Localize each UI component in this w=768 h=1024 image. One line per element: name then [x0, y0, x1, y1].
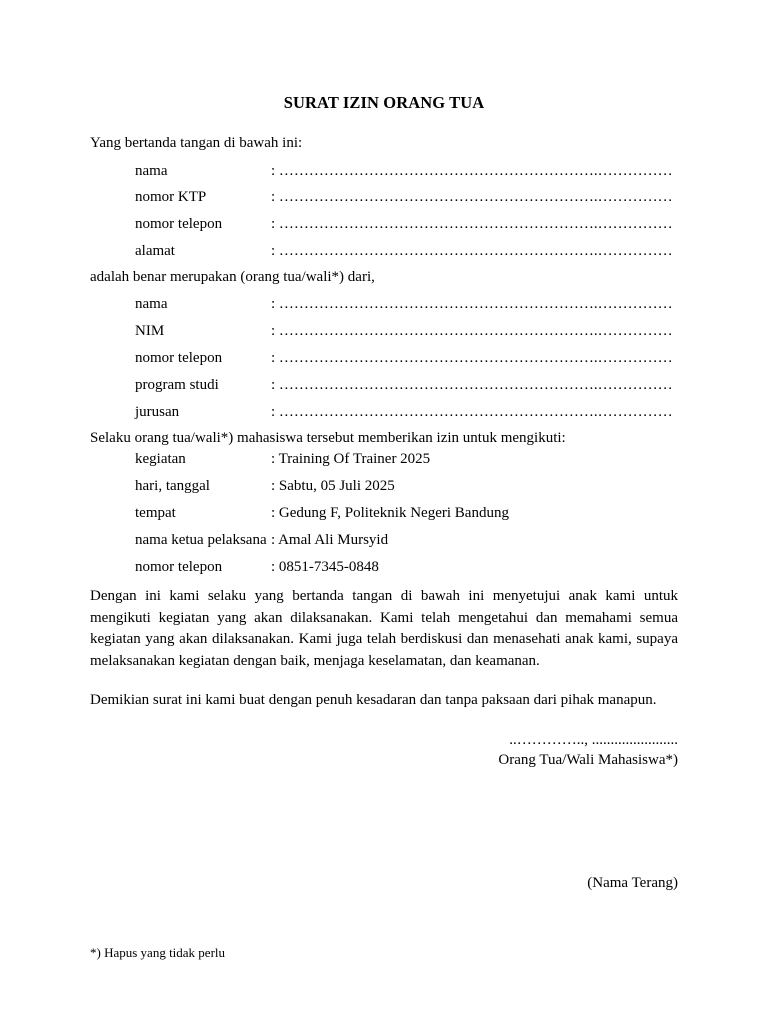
field-value: : ……………………………………………………….…………… [271, 377, 673, 393]
field-value: : Gedung F, Politeknik Negeri Bandung [271, 505, 509, 521]
field-label: nama [135, 163, 168, 179]
field-label: NIM [135, 323, 165, 339]
student-field-row [135, 348, 678, 368]
parent-field-row [135, 161, 678, 181]
event-field-row [135, 503, 678, 523]
field-value: : ……………………………………………………….…………… [271, 350, 673, 366]
signer-role: Orang Tua/Wali Mahasiswa*) [498, 752, 678, 768]
closing-paragraph: Demikian surat ini kami buat dengan penuh kesadaran dan tanpa paksaan dari pihak manapun. [90, 692, 657, 708]
field-value: : 0851-7345-0848 [271, 559, 379, 575]
field-value: : ……………………………………………………….…………… [271, 404, 673, 420]
field-value: : Amal Ali Mursyid [271, 532, 389, 548]
place-date-line: ..………….., ....................... [509, 732, 678, 748]
field-label: nomor telepon [135, 350, 223, 366]
field-label: nama [135, 296, 168, 312]
document-title: SURAT IZIN ORANG TUA [283, 93, 485, 112]
signer-name: (Nama Terang) [587, 875, 678, 891]
field-label: kegiatan [135, 451, 186, 467]
letter-page [90, 0, 678, 1024]
permission-line: Selaku orang tua/wali*) mahasiswa tersebut memberikan izin untuk mengikuti: [90, 430, 566, 446]
field-value: : Training Of Trainer 2025 [271, 451, 431, 467]
consent-paragraph: Dengan ini kami selaku yang bertanda tangan di bawah ini menyetujui anak kami untuk mengikuti kegiatan yang akan dilaksanakan. Kami telah mengetahui dan memahami semua kegiatan yang akan dilaksanakan. Kami juga telah berdiskusi dan menasehati anak kami, supaya melaksanakan kegiatan dengan baik, menjaga keselamatan, dan keamanan. [90, 588, 678, 669]
event-field-row [135, 530, 678, 550]
field-label: nama ketua pelaksana [135, 532, 267, 548]
field-label: tempat [135, 505, 176, 521]
field-label: jurusan [135, 404, 180, 420]
field-label: hari, tanggal [135, 478, 210, 494]
intro-line: Yang bertanda tangan di bawah ini: [90, 135, 303, 151]
parent-field-row [135, 241, 678, 261]
student-field-row [135, 294, 678, 314]
field-label: alamat [135, 243, 175, 259]
field-value: : ……………………………………………………….…………… [271, 243, 673, 259]
parent-field-row [135, 214, 678, 234]
footnote: *) Hapus yang tidak perlu [90, 945, 226, 960]
field-value: : ……………………………………………………….…………… [271, 216, 673, 232]
event-field-row [135, 449, 678, 469]
field-label: nomor KTP [135, 189, 207, 205]
field-label: nomor telepon [135, 559, 223, 575]
event-field-row [135, 476, 678, 496]
field-value: : Sabtu, 05 Juli 2025 [271, 478, 395, 494]
student-field-row [135, 321, 678, 341]
field-value: : ……………………………………………………….…………… [271, 189, 673, 205]
field-label: nomor telepon [135, 216, 223, 232]
field-value: : ……………………………………………………….…………… [271, 163, 673, 179]
field-value: : ……………………………………………………….…………… [271, 296, 673, 312]
field-value: : ……………………………………………………….…………… [271, 323, 673, 339]
student-field-row [135, 375, 678, 395]
student-field-row [135, 402, 678, 422]
relation-line: adalah benar merupakan (orang tua/wali*) dari, [90, 269, 375, 285]
parent-field-row [135, 187, 678, 207]
field-label: program studi [135, 377, 219, 393]
event-field-row [135, 557, 678, 577]
